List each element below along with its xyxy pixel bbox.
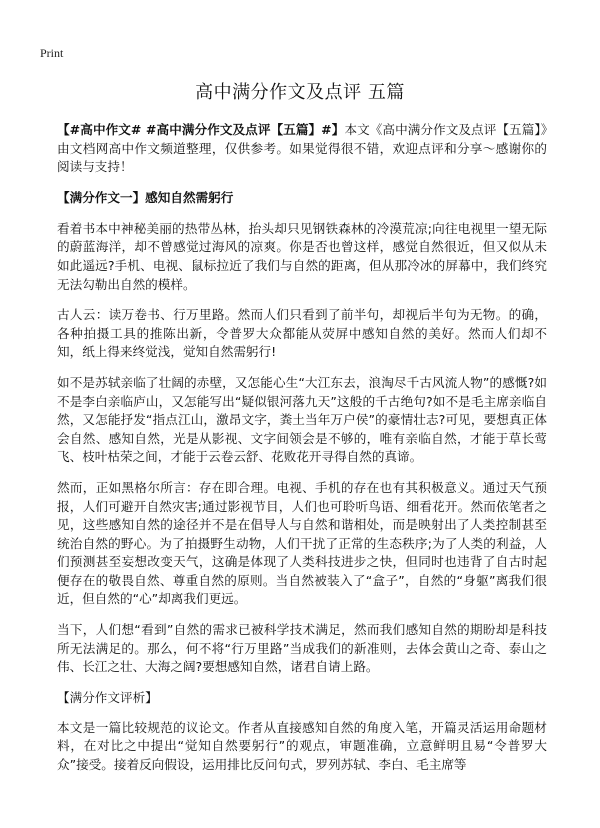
analysis-heading: 【满分作文评析】 bbox=[57, 689, 158, 705]
intro-paragraph bbox=[57, 121, 547, 177]
intro-text: 本文《高中满分作文及点评【五篇】》由文档网高中作文频道整理，仅供参考。如果觉得很不错，欢迎点评和分享～感谢你的阅读与支持！ bbox=[57, 122, 548, 175]
essay1-paragraph-3: 如不是苏轼亲临了壮阔的赤壁，又怎能心生“大江东去，浪淘尽千古风流人物”的感慨?如不是李白亲临庐山，又怎能写出“疑似银河落九天”这般的千古绝句?如不是毛主席亲临自然，又怎能抒发“指点江山，激昂文字，粪土当年万户侯”的豪情壮志?可见，要想真正体会自然、感知自然，光是从影视、文字间领会是不够的，唯有亲临自然，才能于草长莺飞、枝叶枯荣之间，才能于云卷云舒、花败花开寻得自然的真谛。 bbox=[57, 374, 547, 465]
essay1-paragraph-5: 当下，人们想“看到”自然的需求已被科学技术满足，然而我们感知自然的期盼却是科技所无法满足的。那么，何不将“行万里路”当成我们的新准则，去体会黄山之奇、泰山之伟、长江之壮、大海之阔?要想感知自然，诸君自请上路。 bbox=[57, 622, 547, 675]
essay1-paragraph-4: 然而，正如黑格尔所言：存在即合理。电视、手机的存在也有其积极意义。通过天气预报，人们可避开自然灾害;通过影视节目，人们也可聆听鸟语、细看花开。然而依笔者之见，这些感知自然的途径并不是在倡导人与自然和谐相处，而是映射出了人类控制甚至统治自然的野心。为了拍摄野生动物，人们干扰了正常的生态秩序;为了人类的利益，人们预测甚至妄想改变天气，这确是体现了人类科技进步之快，但同时也违背了自古时起便存在的敬畏自然、尊重自然的原则。当自然被装入了“盒子”，自然的“身躯”离我们很近，但自然的“心”却离我们更远。 bbox=[57, 479, 547, 607]
essay1-paragraph-1: 看着书本中神秘美丽的热带丛林，抬头却只见钢铁森林的冷漠荒凉;向往电视里一望无际的蔚蓝海洋，却不曾感觉过海风的凉爽。你是否也曾这样，感觉自然很近，但又似从未如此遥远?手机、电视、鼠标拉近了我们与自然的距离，但从那冷冰的屏幕中，我们终究无法勾勒出自然的模样。 bbox=[57, 220, 547, 292]
print-link[interactable]: Print bbox=[40, 46, 64, 60]
essay1-heading bbox=[57, 189, 547, 207]
essay1-heading-bracket: 【满分作文一】 bbox=[57, 189, 146, 205]
essay1-heading-title: 感知自然需躬行 bbox=[145, 189, 234, 205]
intro-tags[interactable]: 【#高中作文# #高中满分作文及点评【五篇】#】 bbox=[57, 122, 345, 137]
document-content bbox=[57, 121, 547, 787]
essay1-paragraph-2: 古人云：读万卷书、行万里路。然而人们只看到了前半句，却视后半句为无物。的确，各种拍摄工具的推陈出新，令普罗大众都能从荧屏中感知自然的美好。然而人们却不知，纸上得来终觉浅，觉知自然需躬行! bbox=[57, 307, 547, 360]
document-title: 高中满分作文及点评 五篇 bbox=[195, 82, 405, 103]
analysis-paragraph: 本文是一篇比较规范的议论文。作者从直接感知自然的角度入笔，开篇灵活运用命题材料，在对比之中提出“觉知自然要躬行”的观点，审题准确，立意鲜明且易“令普罗大众”接受。接着反向假设，运用排比反问句式，罗列苏轼、李白、毛主席等 bbox=[57, 719, 547, 773]
